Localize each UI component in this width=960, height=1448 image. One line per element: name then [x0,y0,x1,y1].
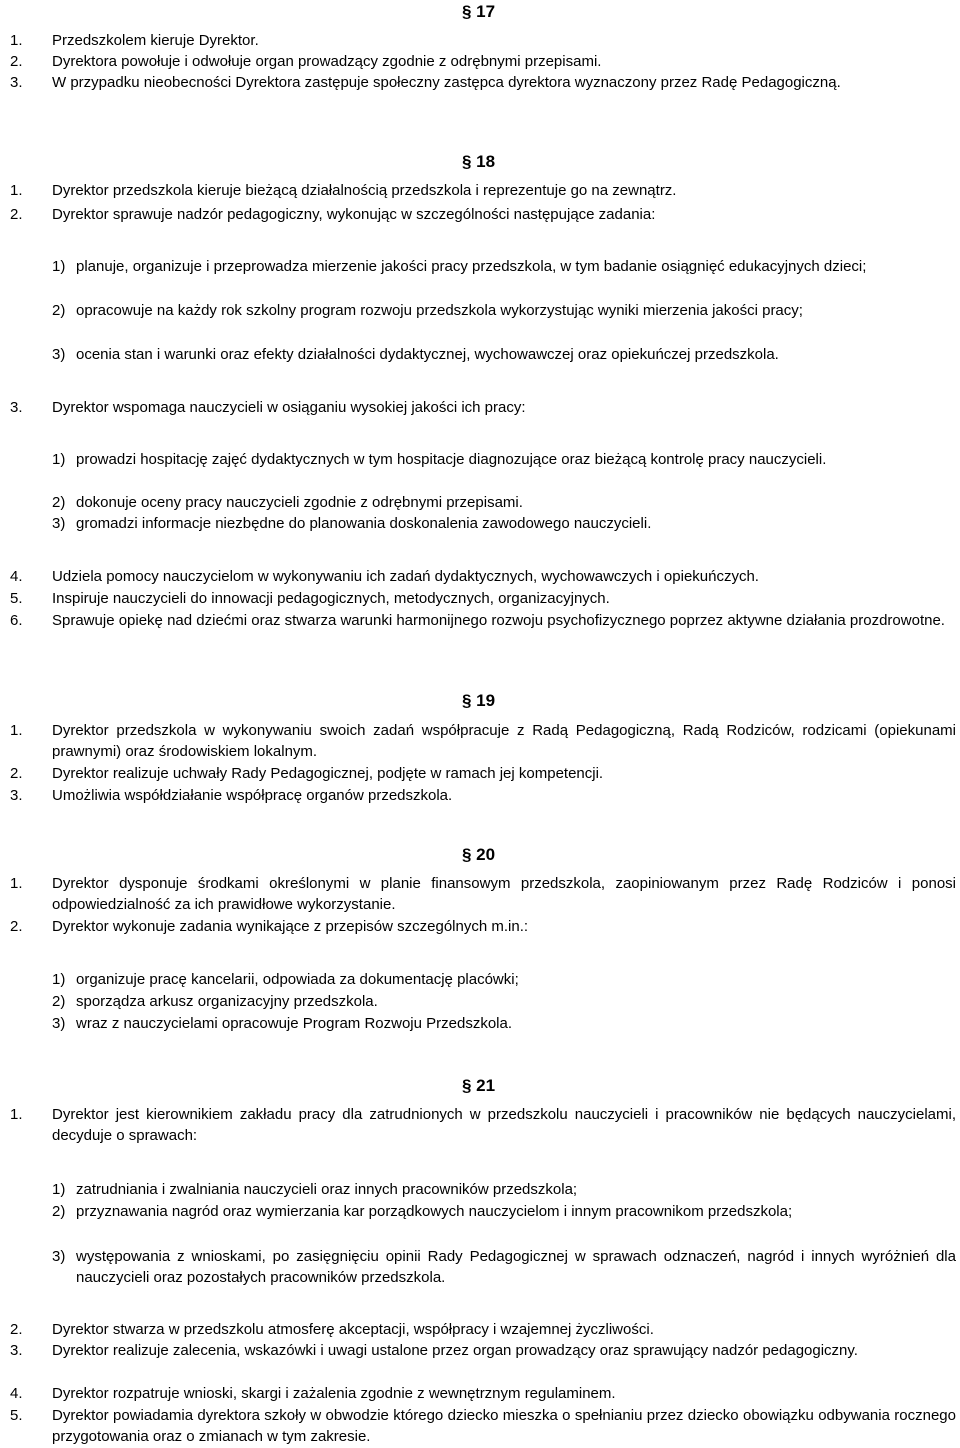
list-item [10,763,956,784]
item-number: 1. [10,32,23,49]
item-text: Umożliwia współdziałanie współpracę organów przedszkola. [52,787,453,804]
item-text: Sprawuje opiekę nad dziećmi oraz stwarza warunki harmonijnego rozwoju psychofizycznego poprzez aktywne działania prozdrowotne. [52,612,945,629]
sub-list-item [52,1246,956,1288]
item-text: Przedszkolem kieruje Dyrektor. [52,32,259,49]
item-number: 5. [10,590,23,607]
list-item [10,204,956,225]
item-number: 3. [10,74,23,91]
sub-item-number: 2) [52,494,66,511]
sub-item-number: 1) [52,258,66,275]
sub-item-text: ocenia stan i warunki oraz efekty działalności dydaktycznej, wychowawczej oraz opiekuńczej przedszkola. [76,346,779,363]
item-number: 6. [10,612,23,629]
sub-item-number: 1) [52,451,66,468]
sub-item-text: przyznawania nagród oraz wymierzania kar porządkowych nauczycielom i innym pracownikom przedszkola; [76,1203,793,1220]
list-item [10,566,956,587]
item-text: Dyrektor przedszkola w wykonywaniu swoich zadań współpracuje z Radą Pedagogiczną, Radą Rodziców, rodzicami (opiekunami prawnymi) oraz środowiskiem lokalnym. [52,722,956,760]
list-item [10,30,956,51]
sub-list-item [52,492,956,513]
sub-list-item [52,300,956,321]
list-item [10,916,956,937]
section-heading-20: § 20 [462,845,496,864]
list-item [10,1383,956,1404]
item-number: 1. [10,1106,23,1123]
list-item [10,588,956,609]
list-item [10,1405,956,1447]
item-number: 2. [10,53,23,70]
sub-list-item [52,513,956,534]
item-text: Inspiruje nauczycieli do innowacji pedagogicznych, metodycznych, organizacyjnych. [52,590,610,607]
item-text: W przypadku nieobecności Dyrektora zastępuje społeczny zastępca dyrektora wyznaczony przez Radę Pedagogiczną. [52,74,841,91]
sub-list-item [52,1179,956,1200]
item-number: 3. [10,399,23,416]
item-text: Udziela pomocy nauczycielom w wykonywaniu ich zadań dydaktycznych, wychowawczych i opiekuńczych. [52,568,759,585]
item-text: Dyrektor rozpatruje wnioski, skargi i zażalenia zgodnie z wewnętrznym regulaminem. [52,1385,616,1402]
sub-item-number: 1) [52,1181,66,1198]
sub-item-text: organizuje pracę kancelarii, odpowiada za dokumentację placówki; [76,971,519,988]
sub-list-item [52,256,956,277]
item-text: Dyrektor przedszkola kieruje bieżącą działalnością przedszkola i reprezentuje go na zewnątrz. [52,182,677,199]
section-heading-21: § 21 [462,1076,496,1095]
sub-item-text: gromadzi informacje niezbędne do planowania doskonalenia zawodowego nauczycieli. [76,515,652,532]
sub-list-item [52,344,956,365]
sub-item-number: 2) [52,302,66,319]
sub-list-item [52,449,956,470]
list-item [10,397,956,418]
sub-item-number: 2) [52,993,66,1010]
item-number: 4. [10,568,23,585]
sub-item-number: 3) [52,1015,66,1032]
item-number: 1. [10,722,23,739]
sub-list-item [52,1013,956,1034]
list-item [10,51,956,72]
item-number: 2. [10,206,23,223]
section-heading-17: § 17 [462,2,496,21]
sub-item-text: sporządza arkusz organizacyjny przedszkola. [76,993,378,1010]
list-item [10,873,956,915]
section-heading-18: § 18 [462,152,496,171]
item-number: 1. [10,875,23,892]
list-item [10,72,956,93]
sub-item-number: 1) [52,971,66,988]
sub-list-item [52,1201,956,1222]
sub-item-number: 3) [52,346,66,363]
section-heading-19: § 19 [462,691,496,710]
list-item [10,1319,956,1340]
sub-item-text: wraz z nauczycielami opracowuje Program Rozwoju Przedszkola. [76,1015,513,1032]
sub-item-number: 3) [52,515,66,532]
sub-item-text: prowadzi hospitację zajęć dydaktycznych w tym hospitacje diagnozujące oraz bieżącą kontrolę pracy nauczycieli. [76,451,827,468]
item-text: Dyrektor realizuje zalecenia, wskazówki i uwagi ustalone przez organ prowadzący oraz sprawujący nadzór pedagogiczny. [52,1342,858,1359]
list-item [10,180,956,201]
item-number: 2. [10,1321,23,1338]
item-text: Dyrektor dysponuje środkami określonymi w planie finansowym przedszkola, zaopiniowanym przez Radę Rodziców i ponosi odpowiedzialność za ich prawidłowe wykorzystanie. [52,875,956,913]
item-number: 2. [10,918,23,935]
item-text: Dyrektor wspomaga nauczycieli w osiąganiu wysokiej jakości ich pracy: [52,399,526,416]
item-number: 2. [10,765,23,782]
item-text: Dyrektor powiadamia dyrektora szkoły w obwodzie którego dziecko mieszka o spełnianiu przez dziecko obowiązku odbywania rocznego przygotowania oraz o zmianach w tym zakresie. [52,1407,956,1445]
item-text: Dyrektor jest kierownikiem zakładu pracy dla zatrudnionych w przedszkolu nauczycieli i pracowników nie będących nauczycielami, decyduje o sprawach: [52,1106,956,1144]
sub-item-text: zatrudniania i zwalniania nauczycieli oraz innych pracowników przedszkola; [76,1181,578,1198]
sub-list-item [52,969,956,990]
item-text: Dyrektor sprawuje nadzór pedagogiczny, wykonując w szczególności następujące zadania: [52,206,656,223]
sub-item-text: występowania z wnioskami, po zasięgnięciu opinii Rady Pedagogicznej w sprawach odznaczeń, nagród i innych wyróżnień dla nauczycieli oraz pozostałych pracowników przedszkola. [76,1248,956,1286]
list-item [10,610,956,631]
list-item [10,785,956,806]
list-item [10,720,956,762]
item-number: 3. [10,787,23,804]
sub-item-number: 2) [52,1203,66,1220]
sub-item-text: planuje, organizuje i przeprowadza mierzenie jakości pracy przedszkola, w tym badanie osiągnięć edukacyjnych dzieci; [76,258,867,275]
list-item [10,1104,956,1146]
item-text: Dyrektora powołuje i odwołuje organ prowadzący zgodnie z odrębnymi przepisami. [52,53,602,70]
sub-item-number: 3) [52,1248,66,1265]
item-number: 1. [10,182,23,199]
item-number: 3. [10,1342,23,1359]
item-text: Dyrektor realizuje uchwały Rady Pedagogicznej, podjęte w ramach jej kompetencji. [52,765,604,782]
item-number: 4. [10,1385,23,1402]
item-number: 5. [10,1407,23,1424]
sub-item-text: dokonuje oceny pracy nauczycieli zgodnie z odrębnymi przepisami. [76,494,523,511]
sub-list-item [52,991,956,1012]
list-item [10,1340,956,1361]
item-text: Dyrektor wykonuje zadania wynikające z przepisów szczególnych m.in.: [52,918,529,935]
item-text: Dyrektor stwarza w przedszkolu atmosferę akceptacji, współpracy i wzajemnej życzliwości. [52,1321,654,1338]
sub-item-text: opracowuje na każdy rok szkolny program rozwoju przedszkola wykorzystując wyniki mierzenia jakości pracy; [76,302,803,319]
